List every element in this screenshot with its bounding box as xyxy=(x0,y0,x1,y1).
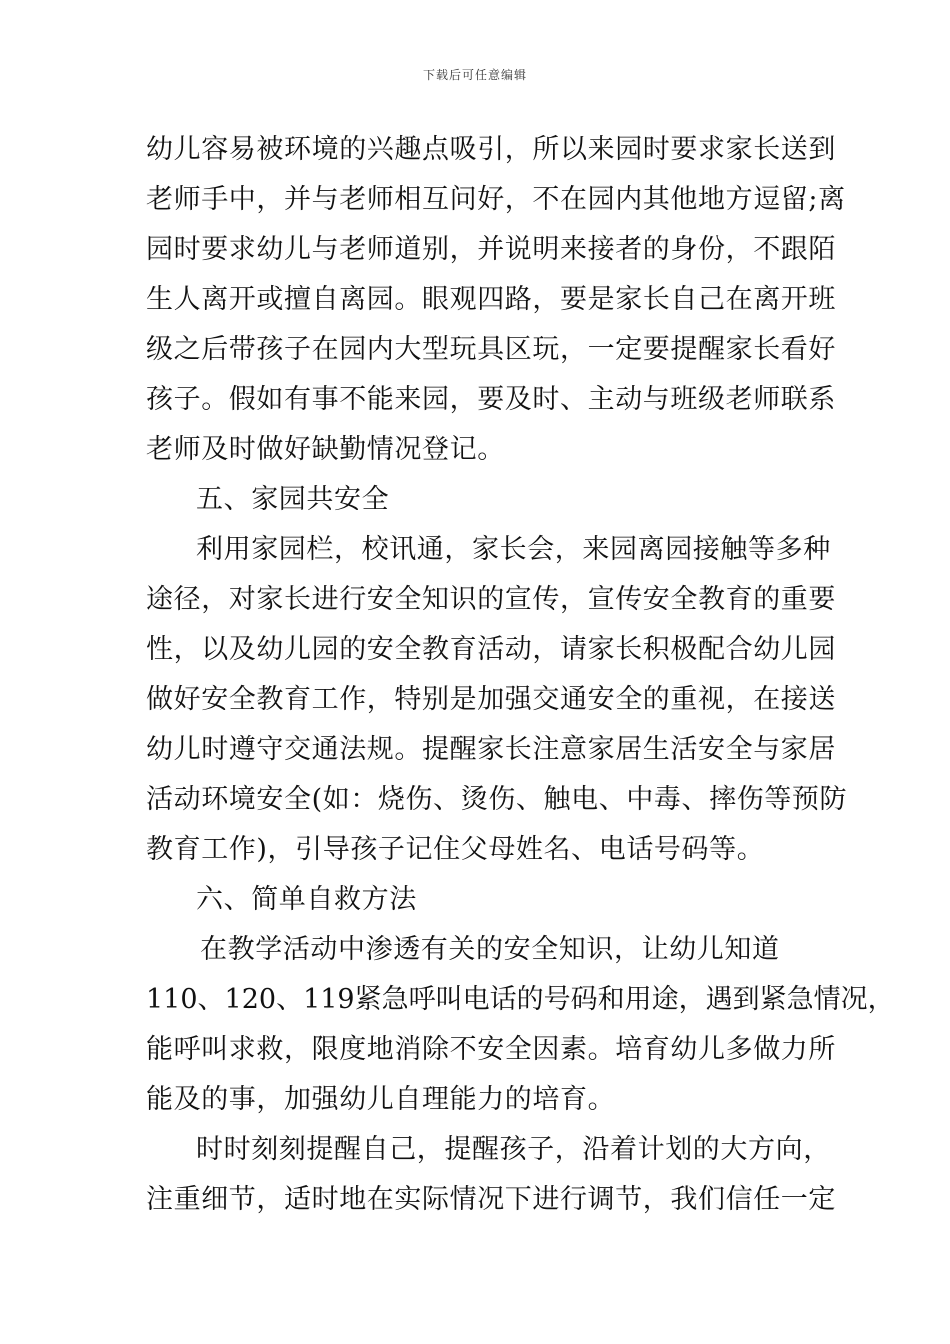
paragraph-line: 途径，对家长进行安全知识的宣传，宣传安全教育的重要 xyxy=(146,584,836,615)
paragraph-line: 生人离开或擅自离园。眼观四路，要是家长自己在离开班 xyxy=(146,284,836,315)
paragraph-line: 老师及时做好缺勤情况登记。 xyxy=(146,434,505,465)
paragraph-line: 能及的事，加强幼儿自理能力的培育。 xyxy=(146,1084,616,1115)
paragraph-line: 做好安全教育工作，特别是加强交通安全的重视，在接送 xyxy=(146,684,836,715)
page-header: 下载后可任意编辑 xyxy=(422,68,527,82)
paragraph-line: 园时要求幼儿与老师道别，并说明来接者的身份，不跟陌 xyxy=(146,234,836,265)
paragraph-line: 在教学活动中渗透有关的安全知识，让幼儿知道 xyxy=(200,934,780,965)
paragraph-line: 110、120、119紧急呼叫电话的号码和用途，遇到紧急情况， xyxy=(146,984,895,1015)
paragraph-line: 幼儿时遵守交通法规。提醒家长注意家居生活安全与家居 xyxy=(146,734,836,765)
paragraph-line: 教育工作)，引导孩子记住父母姓名、电话号码等。 xyxy=(146,834,765,865)
section-heading: 六、简单自救方法 xyxy=(196,884,417,915)
paragraph-line: 幼儿容易被环境的兴趣点吸引，所以来园时要求家长送到 xyxy=(146,134,836,165)
paragraph-line: 利用家园栏，校讯通，家长会，来园离园接触等多种 xyxy=(196,534,831,565)
paragraph-line: 老师手中，并与老师相互问好，不在园内其他地方逗留;离 xyxy=(146,184,846,215)
section-heading: 五、家园共安全 xyxy=(196,484,390,515)
paragraph-line: 能呼叫求救，限度地消除不安全因素。培育幼儿多做力所 xyxy=(146,1034,836,1065)
paragraph-line: 级之后带孩子在园内大型玩具区玩，一定要提醒家长看好 xyxy=(146,334,836,365)
paragraph-line: 性，以及幼儿园的安全教育活动，请家长积极配合幼儿园 xyxy=(146,634,836,665)
paragraph-line: 注重细节，适时地在实际情况下进行调节，我们信任一定 xyxy=(146,1184,836,1215)
paragraph-line: 时时刻刻提醒自己，提醒孩子，沿着计划的大方向， xyxy=(196,1134,831,1165)
paragraph-line: 活动环境安全(如：烧伤、烫伤、触电、中毒、摔伤等预防 xyxy=(146,784,848,815)
paragraph-line: 孩子。假如有事不能来园，要及时、主动与班级老师联系 xyxy=(146,384,836,415)
